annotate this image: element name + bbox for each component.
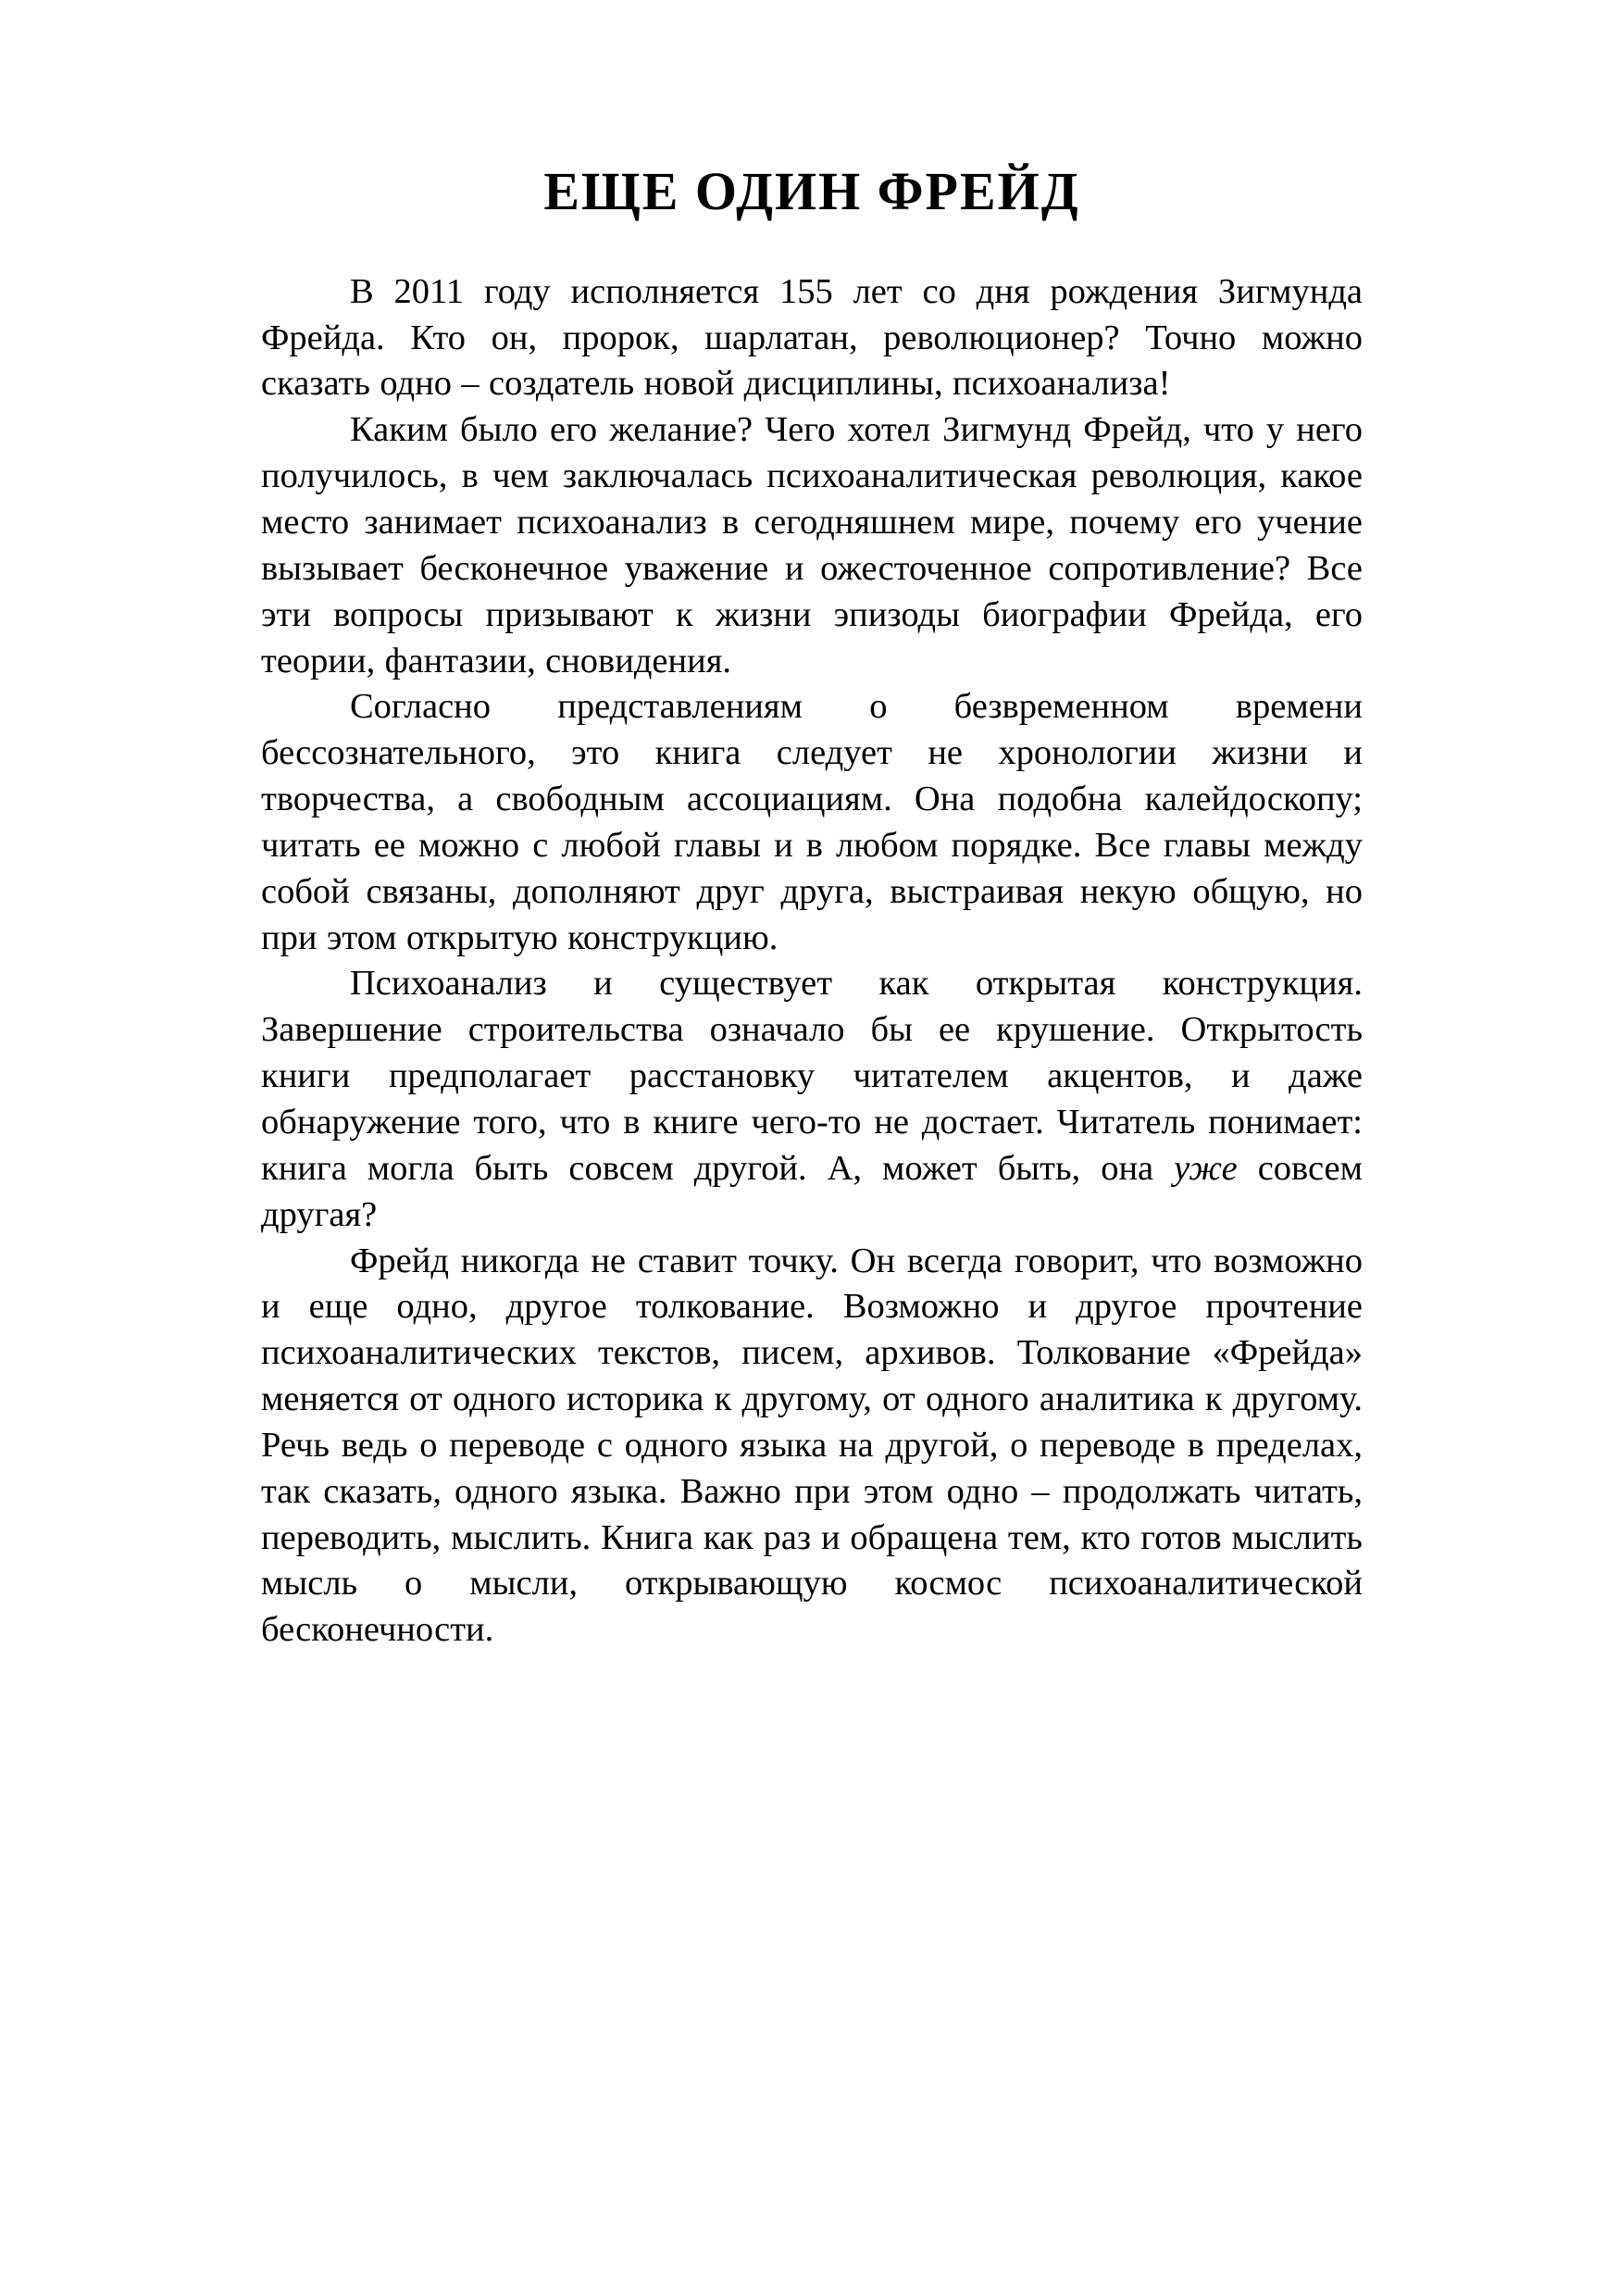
page-title: ЕЩЕ ОДИН ФРЕЙД [543, 161, 1080, 221]
paragraph: Фрейд никогда не ставит точку. Он всегда говорит, что возможно и еще одно, другое толкование. Возможно и другое прочтение психоаналитических текстов, писем, архивов. Толкование «Фрейда» меняется от одного историка к другому, от одного аналитика к другому. Речь ведь о переводе с одного языка на другой, о переводе в пределах, так сказать, одного языка. Важно при этом одно – продолжать читать, переводить, мыслить. Книга как раз и обращена тем, кто готов мыслить мысль о мысли, открывающую космос психоаналитической бесконечности. [261, 1241, 1363, 1650]
paragraph: В 2011 году исполняется 155 лет со дня рождения Зигмунда Фрейда. Кто он, пророк, шарлатан, революционер? Точно можно сказать одно – создатель новой дисциплины, психоанализа! [261, 271, 1363, 404]
page-content [261, 162, 1363, 1653]
paragraph: Каким было его желание? Чего хотел Зигмунд Фрейд, что у него получилось, в чем заключалась психоаналитическая революция, какое место занимает психоанализ в сегодняшнем мире, почему его учение вызывает бесконечное уважение и ожесточенное сопротивление? Все эти вопросы призывают к жизни эпизоды биографии Фрейда, его теории, фантазии, сновидения. [261, 410, 1363, 680]
body-text [261, 269, 1363, 1653]
paragraph: Согласно представлениям о безвременном времени бессознательного, это книга следует не хронологии жизни и творчества, а свободным ассоциациям. Она подобна калейдоскопу; читать ее можно с любой главы и в любом порядке. Все главы между собой связаны, дополняют друг друга, выстраивая некую общую, но при этом открытую конструкцию. [261, 687, 1363, 957]
paragraph: Психоанализ и существует как открытая конструкция. Завершение строительства означало бы ее крушение. Открытость книги предполагает расстановку читателем акцентов, и даже обнаружение того, что в книге чего-то не достает. Читатель понимает: книга могла быть совсем другой. А, может быть, она уже совсем другая? [261, 964, 1363, 1234]
emphasis-text: уже [1174, 1148, 1238, 1188]
